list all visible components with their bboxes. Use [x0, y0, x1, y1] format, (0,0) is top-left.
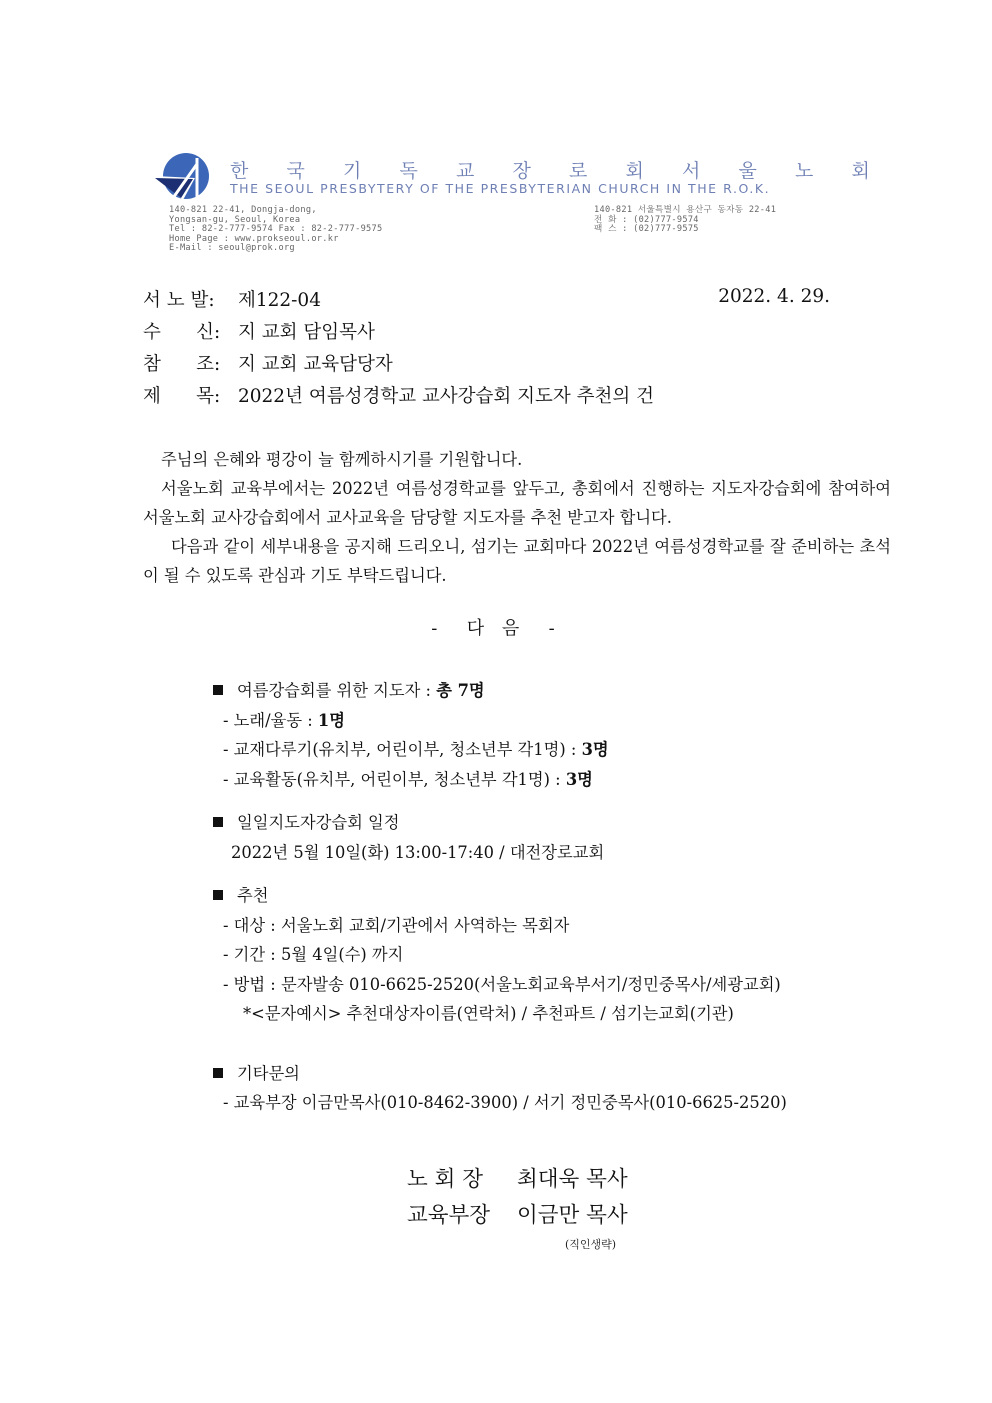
org-name-letter: 한 [230, 160, 249, 182]
letter-body [143, 445, 891, 590]
section-heading: - 다 음 - [431, 618, 561, 639]
list-item: - 교재다루기(유치부, 어린이부, 청소년부 각1명) : 3명 [223, 740, 609, 759]
letterhead [150, 150, 870, 260]
list-item: - 노래/율동 : 1명 [223, 710, 345, 730]
seal-omitted-note: (직인생략) [565, 1238, 617, 1251]
schedule-detail: 2022년 5월 10일(화) 13:00-17:40 / 대전장로교회 [231, 842, 605, 862]
cc-label: 참 조: [143, 354, 221, 375]
purpose-paragraph: 서울노회 교육부에서는 2022년 여름성경학교를 앞두고, 총회에서 진행하는 지도자강습회에 참여하여 서울노회 교사강습회에서 교사교육을 담당할 지도자를 추천 받고자 합니다. [143, 479, 891, 527]
request-paragraph: 다음과 같이 세부내용을 공지해 드리오니, 섬기는 교회마다 2022년 여름성경학교를 잘 준비하는 초석이 될 수 있도록 관심과 기도 부탁드립니다. [143, 537, 891, 585]
greeting-paragraph: 주님의 은혜와 평강이 늘 함께하시기를 기원합니다. [161, 450, 523, 469]
org-name-letter: 노 [795, 160, 814, 182]
bullet-icon [213, 685, 223, 695]
list-item: - 기간 : 5월 4일(수) 까지 [223, 945, 404, 964]
signer-title: 노 회 장 [407, 1167, 483, 1192]
subject: 2022년 여름성경학교 교사강습회 지도자 추천의 건 [238, 386, 655, 407]
list-item: - 대상 : 서울노회 교회/기관에서 사역하는 목회자 [223, 915, 570, 935]
org-name-letter: 장 [512, 160, 531, 182]
signer-name: 이금만 목사 [517, 1203, 628, 1228]
address-english: 140-821 22-41, Dongja-dong, Yongsan-gu, Seoul, Korea Tel : 82-2-777-9574 Fax : 82-2-777-9575 Home Page : www.prokseoul.or.kr E-Mail : seoul@prok.org [169, 205, 383, 254]
address-korean: 140-821 서울특별시 용산구 동자동 22-41 전 화 : (02)777-9574 팩 스 : (02)777-9575 [594, 205, 777, 235]
details-list [213, 676, 893, 1118]
org-name-letter: 서 [682, 160, 701, 182]
header-fields [143, 286, 843, 414]
org-name-letter: 회 [851, 160, 870, 182]
subject-row [143, 382, 843, 414]
list-item: - 방법 : 문자발송 010-6625-2520(서울노회교육부서기/정민중목사/세광교회) [223, 974, 781, 994]
signature-row [407, 1198, 628, 1234]
schedule-item: 일일지도자강습회 일정 [213, 808, 893, 838]
list-item: - 교육활동(유치부, 어린이부, 청소년부 각1명) : 3명 [223, 769, 593, 789]
recipient: 지 교회 담임목사 [238, 322, 375, 343]
signature-block [407, 1162, 628, 1234]
doc-number-label: 서 노 발: [143, 290, 215, 311]
recipient-row [143, 318, 843, 350]
signer-name: 최대욱 목사 [517, 1167, 628, 1192]
org-name-letter: 교 [456, 160, 475, 182]
org-name-letter: 회 [625, 160, 644, 182]
spacer [213, 794, 893, 808]
sms-example-note: *<문자예시> 추천대상자이름(연락처) / 추천파트 / 섬기는교회(기관) [243, 1004, 734, 1023]
cc-row [143, 350, 843, 382]
org-name-letter: 독 [399, 160, 418, 182]
contact-detail: - 교육부장 이금만목사(010-8462-3900) / 서기 정민중목사(010-6625-2520) [223, 1093, 787, 1112]
org-name-letter: 기 [343, 160, 362, 182]
doc-number-row [143, 286, 843, 318]
org-name-letter: 로 [569, 160, 588, 182]
bullet-icon [213, 817, 223, 827]
spacer [213, 867, 893, 881]
signature-row [407, 1162, 628, 1198]
recipient-label: 수 신: [143, 322, 221, 343]
cc: 지 교회 교육담당자 [238, 354, 393, 375]
org-name-letter: 울 [738, 160, 757, 182]
org-name-english: THE SEOUL PRESBYTERY OF THE PRESBYTERIAN CHURCH IN THE R.O.K. [230, 181, 771, 196]
leaders-item: 여름강습회를 위한 지도자 : 총 7명 [213, 676, 893, 706]
recommend-item: 추천 [213, 881, 893, 911]
presbytery-logo-icon [153, 152, 217, 200]
org-name-letter: 국 [286, 160, 305, 182]
signer-title: 교육부장 [407, 1203, 491, 1228]
doc-date: 2022. 4. 29. [718, 286, 830, 307]
spacer [213, 1029, 893, 1059]
subject-label: 제 목: [143, 386, 221, 407]
contact-item: 기타문의 [213, 1059, 893, 1089]
org-name-korean [230, 156, 870, 183]
bullet-icon [213, 1068, 223, 1078]
bullet-icon [213, 890, 223, 900]
doc-number: 제122-04 [238, 290, 321, 311]
